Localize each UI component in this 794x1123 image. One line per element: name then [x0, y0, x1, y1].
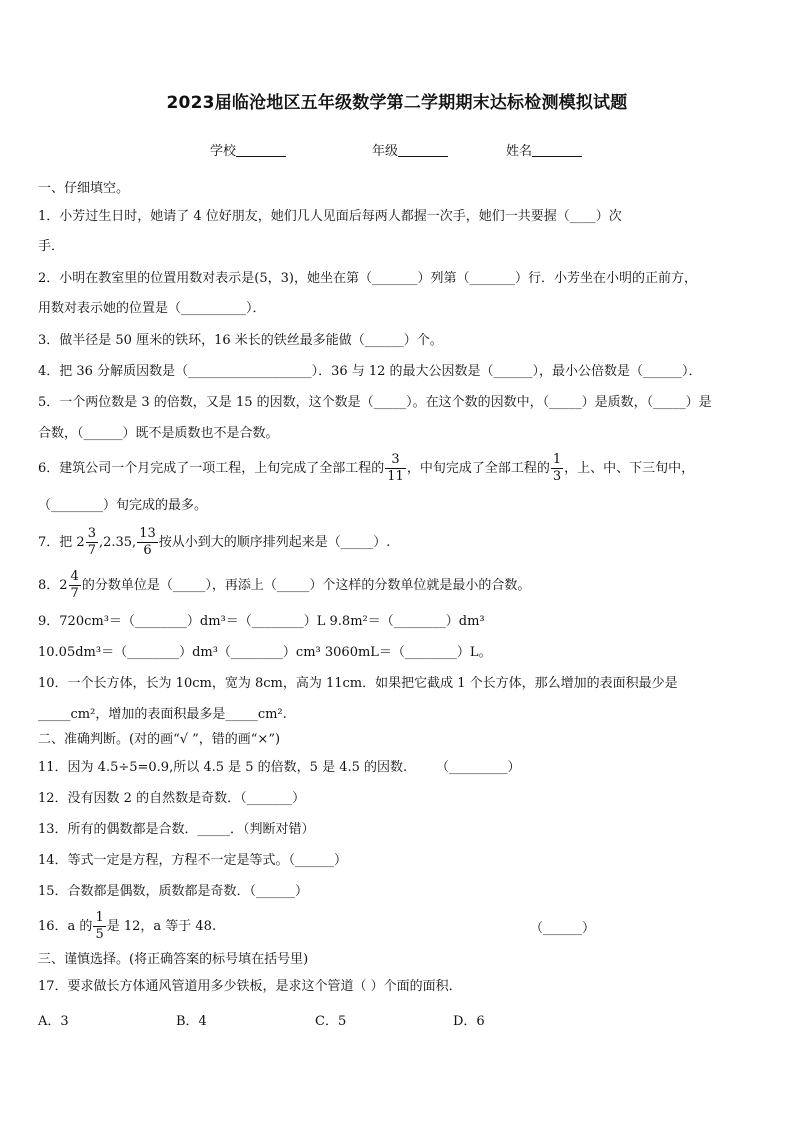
question-8: [38, 569, 530, 602]
question-9-line-1: 9．720cm³＝（________）dm³＝（________）L 9.8m²＝（________）dm³: [38, 614, 485, 629]
question-1-line-1: 1．小芳过生日时，她请了 4 位好朋友，她们几人见面后每两人都握一次手，她们一共要握（____）次: [38, 209, 622, 224]
q7-f2-numerator: 13: [139, 526, 156, 541]
question-16: [38, 910, 216, 943]
grade-label: 年级: [372, 144, 399, 159]
q6-fraction-1: [385, 452, 406, 485]
name-field: [506, 140, 582, 159]
question-1-line-2: 手．: [38, 239, 65, 254]
option-a[interactable]: A．3: [38, 1014, 69, 1029]
question-9-line-2: 10.05dm³＝（________）dm³（________）cm³ 3060mL＝（________）L。: [38, 645, 492, 660]
question-17: 17．要求做长方体通风管道用多少铁板，是求这个管道（ ）个面的面积．: [38, 979, 462, 994]
q6-text-mid: ，中旬完成了全部工程的: [406, 461, 550, 476]
school-label: 学校: [210, 144, 237, 159]
q7-text-mid: ,2.35,: [98, 535, 137, 550]
name-label: 姓名: [506, 144, 533, 159]
grade-blank[interactable]: [398, 143, 448, 157]
q6-text-pre: 6．建筑公司一个月完成了一项工程，上旬完成了全部工程的: [38, 461, 385, 476]
q8-numerator: 4: [70, 569, 79, 584]
name-blank[interactable]: [532, 143, 582, 157]
q6-f2-numerator: 1: [552, 452, 562, 467]
question-10-line-2: _____cm²，增加的表面积最多是_____cm².: [38, 707, 287, 722]
question-5-line-2: 合数，（______）既不是质数也不是合数。: [38, 426, 279, 441]
option-b[interactable]: B．4: [176, 1014, 207, 1029]
q6-fraction-2: [551, 452, 563, 485]
question-13: 13．所有的偶数都是合数．_____．（判断对错）: [38, 822, 315, 837]
q6-text-post: ，上、中、下三旬中，: [564, 461, 695, 476]
q16-text-post: 是 12，a 等于 48.: [106, 919, 217, 934]
q16-numerator: 1: [95, 910, 104, 925]
q6-f1-numerator: 3: [385, 452, 406, 469]
question-10-line-1: 10．一个长方体，长为 10cm，宽为 8cm，高为 11cm．如果把它截成 1 个长方体，那么增加的表面积最少是: [38, 676, 678, 691]
question-5-line-1: 5．一个两位数是 3 的倍数，又是 15 的因数，这个数是（_____）。在这个数的因数中，（_____）是质数，（_____）是: [38, 395, 712, 410]
question-7: [38, 526, 390, 559]
school-field: [210, 140, 286, 159]
question-4: 4．把 36 分解质因数是（___________________）．36 与 12 的最大公因数是（______），最小公倍数是（______）．: [38, 364, 702, 379]
q7-f2-denominator: 6: [143, 543, 152, 558]
question-16-answer-blank[interactable]: （______）: [530, 921, 596, 936]
q6-f1-denominator: 11: [387, 469, 404, 484]
q7-text-post: 按从小到大的顺序排列起来是（_____）.: [158, 535, 391, 550]
q8-denominator: 7: [70, 586, 79, 601]
question-2-line-2: 用数对表示她的位置是（__________）．: [38, 301, 266, 316]
grade-field: [372, 140, 448, 159]
q8-text-pre: 8．2: [38, 578, 68, 593]
q16-text-pre: 16．a 的: [38, 919, 93, 934]
q7-text-pre: 7．把 2: [38, 535, 85, 550]
q7-fraction-2: [137, 526, 158, 559]
question-15: 15．合数都是偶数，质数都是奇数．（______）: [38, 884, 309, 899]
q7-f1-numerator: 3: [87, 526, 96, 541]
q6-f2-denominator: 3: [552, 469, 562, 484]
q7-fraction-1: [86, 526, 98, 559]
q8-fraction: [69, 569, 81, 602]
q8-text-post: 的分数单位是（_____），再添上（_____）个这样的分数单位就是最小的合数。: [81, 578, 531, 593]
question-14: 14．等式一定是方程，方程不一定是等式。（______）: [38, 853, 348, 868]
question-3: 3．做半径是 50 厘米的铁环，16 米长的铁丝最多能做（______）个。: [38, 333, 443, 348]
question-2-line-1: 2．小明在教室里的位置用数对表示是(5，3)，她坐在第（_______）列第（_______）行．小芳坐在小明的正前方，: [38, 271, 697, 286]
option-d[interactable]: D．6: [453, 1014, 485, 1029]
question-6-line-2: （________）旬完成的最多。: [38, 498, 208, 513]
question-11-answer-blank[interactable]: （_________）: [436, 760, 521, 775]
section-heading-3: 三、谨慎选择。(将正确答案的标号填在括号里): [38, 952, 309, 967]
q16-denominator: 5: [95, 927, 104, 942]
section-heading-2: 二、准确判断。(对的画“√ ”，错的画“×”): [38, 732, 281, 747]
q16-fraction: [93, 910, 105, 943]
q7-f1-denominator: 7: [87, 543, 96, 558]
page-title: 2023届临沧地区五年级数学第二学期期末达标检测模拟试题: [166, 93, 628, 113]
option-c[interactable]: C．5: [315, 1014, 347, 1029]
question-11: 11．因为 4.5÷5=0.9,所以 4.5 是 5 的倍数，5 是 4.5 的因数.: [38, 760, 408, 775]
question-6-line-1: [38, 452, 694, 485]
question-12: 12．没有因数 2 的自然数是奇数．（_______）: [38, 791, 306, 806]
school-blank[interactable]: [236, 143, 286, 157]
section-heading-1: 一、仔细填空。: [38, 181, 130, 196]
